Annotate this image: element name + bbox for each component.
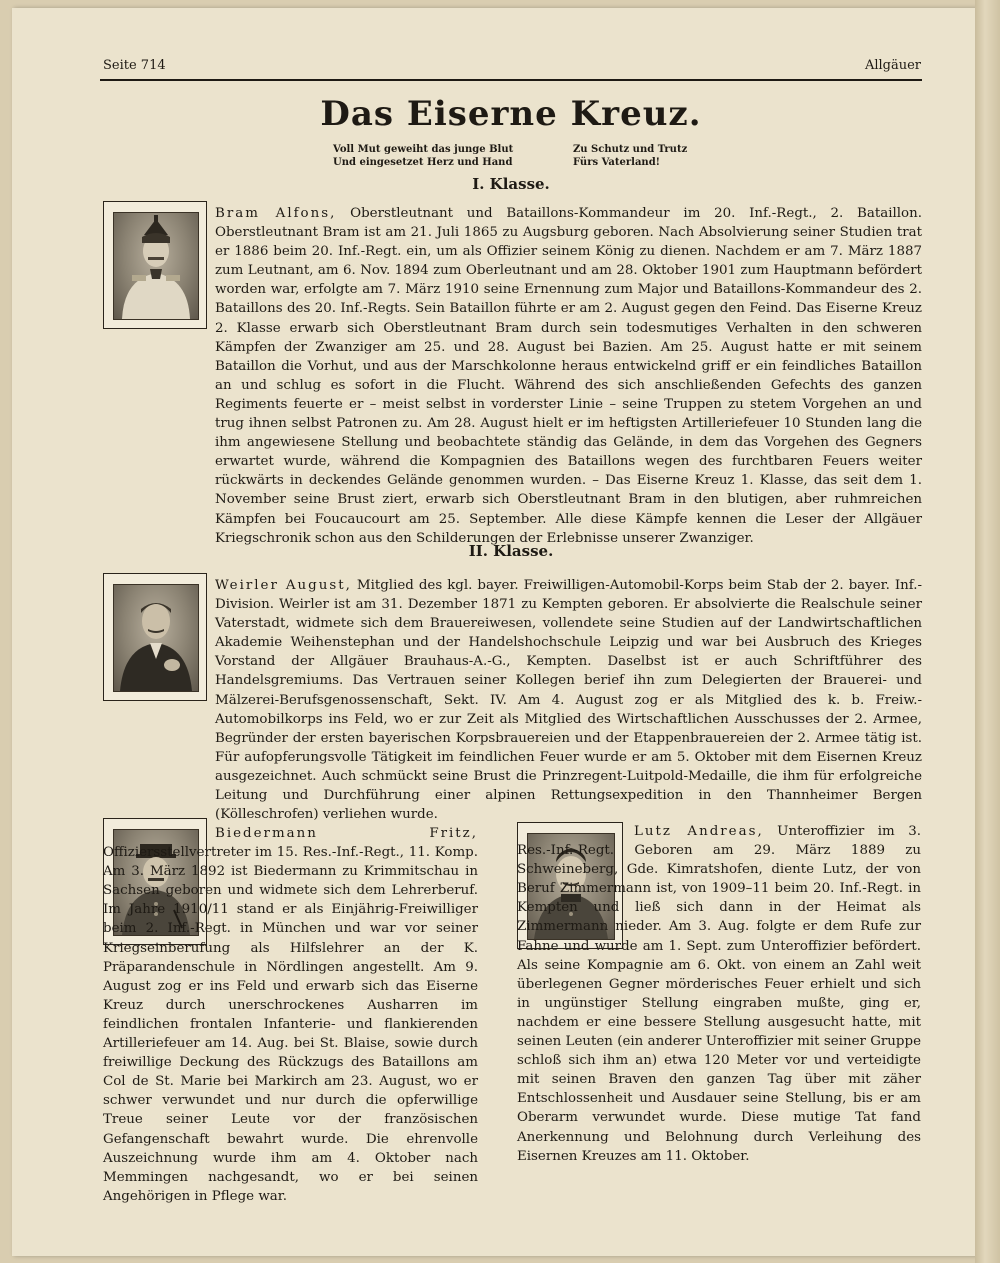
entry-lutz <box>517 822 921 1166</box>
page-number: Seite 714 <box>103 58 166 73</box>
person-name: Bram Alfons, <box>215 206 337 221</box>
header-rule <box>100 79 922 81</box>
biography-text: Offiziersstellvertreter im 15. Res.-Inf.-Regt., 11. Komp. Am 3. März 1892 ist Biedermann zu Krimmitschau in Sachsen geboren und widmete sich dem Lehrerberuf. Im Jahre 1910/11 stand er als Einjährig-Freiwilliger beim 2. Inf.-Regt. in München und war vor seiner Kriegseinberufung als Hilfslehrer an der K. Präparandenschule in Nördlingen angestellt. Am 9. August zog er ins Feld und erwarb sich das Eiserne Kreuz durch unerschrockenes Ausharren im feindlichen frontalen Infanterie- und flankierenden Artilleriefeuer am 14. Aug. bei St. Blaise, sowie durch freiwillige Deckung des Rückzugs des Bataillons am Col de St. Marie bei Markirch am 23. August, wo er schwer verwundet und nur durch die opferwillige Treue seiner Leute vor der französischen Gefangenschaft bewahrt wurde. Die ehrenvolle Auszeichnung wurde ihm am 4. Oktober nach Memmingen nachgesandt, wo er bei seinen Angehörigen in Pflege war. <box>103 845 478 1204</box>
page-title: Das Eiserne Kreuz. <box>320 94 702 134</box>
motto-line: Und eingesetzet Herz und Hand <box>333 157 513 168</box>
portrait-weirler <box>103 573 207 701</box>
publication-name: Allgäuer <box>864 58 921 73</box>
biography-text: Oberstleutnant und Bataillons-Kommandeur im 20. Inf.-Regt., 2. Bataillon. Oberstleutnant Bram ist am 21. Juli 1865 zu Augsburg geboren. Nach Absolvierung seiner Studien trat er 1886 beim 20. Inf.-Regt. ein, um als Offizier seinem König zu dienen. Nachdem er am 7. März 1887 zum Leutnant, am 6. Nov. 1894 zum Oberleutnant und am 28. Oktober 1901 zum Hauptmann befördert worden war, erfolgte am 7. März 1910 seine Ernennung zum Major und Bataillons-Kommandeur des 2. Bataillons des 20. Inf.-Regts. Sein Bataillon führte er am 2. August gegen den Feind. Das Eiserne Kreuz 2. Klasse erwarb sich Oberstleutnant Bram durch sein todesmutiges Verhalten in den schweren Kämpfen der Zwanziger am 25. und 28. August bei Bazien. Am 25. August hatte er mit seinem Bataillon die Vorhut, und aus der Marschkolonne heraus entwickelnd griff er ein feindliches Bataillon an und schlug es sofort in die Flucht. Während des sich anschließenden Gefechts des ganzen Regiments feuerte er – meist selbst in vorderster Linie – seine Truppen zu stetem Vorgehen an und trug ihnen selbst Patronen zu. Am 28. August hielt er im heftigsten Artilleriefeuer 10 Stunden lang die ihm angewiesene Stellung und beobachtete ständig das Gelände, in dem das Vorgehen des Gegners erwartet wurde, während die Kompagnien des Bataillons wegen des furchtbaren Feuers weiter rückwärts in deckendes Gelände genommen wurden. – Das Eiserne Kreuz 1. Klasse, das seit dem 1. November seine Brust ziert, erwarb sich Oberstleutnant Bram in den blutigen, aber ruhmreichen Kämpfen bei Foucaucourt am 25. September. Alle diese Kämpfe kennen die Leser der Allgäuer Kriegschronik schon aus den Schilderungen der Erlebnisse unserer Zwanziger. <box>215 206 922 546</box>
portrait-photo <box>113 584 199 692</box>
person-name: Lutz Andreas, <box>634 824 764 839</box>
entry-weirler <box>215 576 922 824</box>
portrait-bram <box>103 201 207 329</box>
class-1-heading: I. Klasse. <box>472 175 550 193</box>
running-head <box>103 58 921 78</box>
class-2-heading: II. Klasse. <box>468 542 554 560</box>
person-name: Weirler August, <box>215 578 352 593</box>
entry-biedermann <box>103 824 478 1206</box>
biography-text: Mitglied des kgl. bayer. Freiwilligen-Automobil-Korps beim Stab der 2. bayer. Inf.-Division. Weirler ist am 31. Dezember 1871 zu Kempten geboren. Er absolvierte die Realschule seiner Vaterstadt, widmete sich dem Brauereiwesen, vollendete seine Studien auf der Landwirtschaftlichen Akademie Weihenstephan und der Handelshochschule Leipzig und war bei Ausbruch des Krieges Vorstand der Allgäuer Brauhaus-A.-G., Kempten. Daselbst ist er auch Schriftführer des Handelsgremiums. Das Vertrauen seiner Kollegen berief ihn zum Delegierten der Brauerei- und Mälzerei-Berufsgenossenschaft, Sekt. IV. Am 4. August zog er als Mitglied des k. b. Freiw.-Automobilkorps ins Feld, wo er zur Zeit als Mitglied des Wirtschaftlichen Ausschusses der 2. Armee, Begründer der ersten bayerischen Korpsbrauereien und der Etappenbrauereien der 2. Armee tätig ist. Für aufopferungsvolle Tätigkeit im feindlichen Feuer wurde er am 5. Oktober mit dem Eisernen Kreuz ausgezeichnet. Auch schmückt seine Brust die Prinzregent-Luitpold-Medaille, die ihm für erfolgreiche Leitung und Durchführung einer alpinen Rettungsexpedition in den Thannheimer Bergen (Kölleschrofen) verliehen wurde. <box>215 578 922 823</box>
officer-portrait-image <box>114 213 198 319</box>
motto-line: Voll Mut geweiht das junge Blut <box>333 144 514 155</box>
civilian-portrait-image <box>114 585 198 691</box>
page-edge <box>975 0 1000 1263</box>
motto-line: Fürs Vaterland! <box>573 157 661 168</box>
motto-right <box>573 143 687 169</box>
person-name: Biedermann Fritz, <box>215 826 478 841</box>
motto-left <box>333 143 513 169</box>
entry-bram-intro <box>215 204 922 548</box>
biography-text: Unteroffizier im 3. Res.-Inf.-Regt. Geboren am 29. März 1889 zu Schweineberg, Gde. Kimratshofen, diente Lutz, der von Beruf Zimmermann ist, von 1909–11 beim 20. Inf.-Regt. in Kempten und ließ sich dann in der Heimat als Zimmermann nieder. Am 3. Aug. folgte er dem Rufe zur Fahne und wurde am 1. Sept. zum Unteroffizier befördert. Als seine Kompagnie am 6. Okt. von einem an Zahl weit überlegenen Gegner mörderisches Feuer erhielt und sich in ungünstiger Stellung eingraben mußte, ging er, nachdem er eine bessere Stellung ausgesucht hatte, mit seinen Leuten (ein anderer Unteroffizier mit seiner Gruppe schloß sich ihm an) etwa 120 Meter vor und verteidigte mit seinen Braven den ganzen Tag über mit zäher Entschlossenheit und Ausdauer seine Stellung, bis er am Oberarm verwundet wurde. Diese mutige Tat fand Anerkennung und Belohnung durch Verleihung des Eisernen Kreuzes am 11. Oktober. <box>517 824 921 1164</box>
portrait-photo <box>113 212 199 320</box>
motto-line: Zu Schutz und Trutz <box>573 144 688 155</box>
